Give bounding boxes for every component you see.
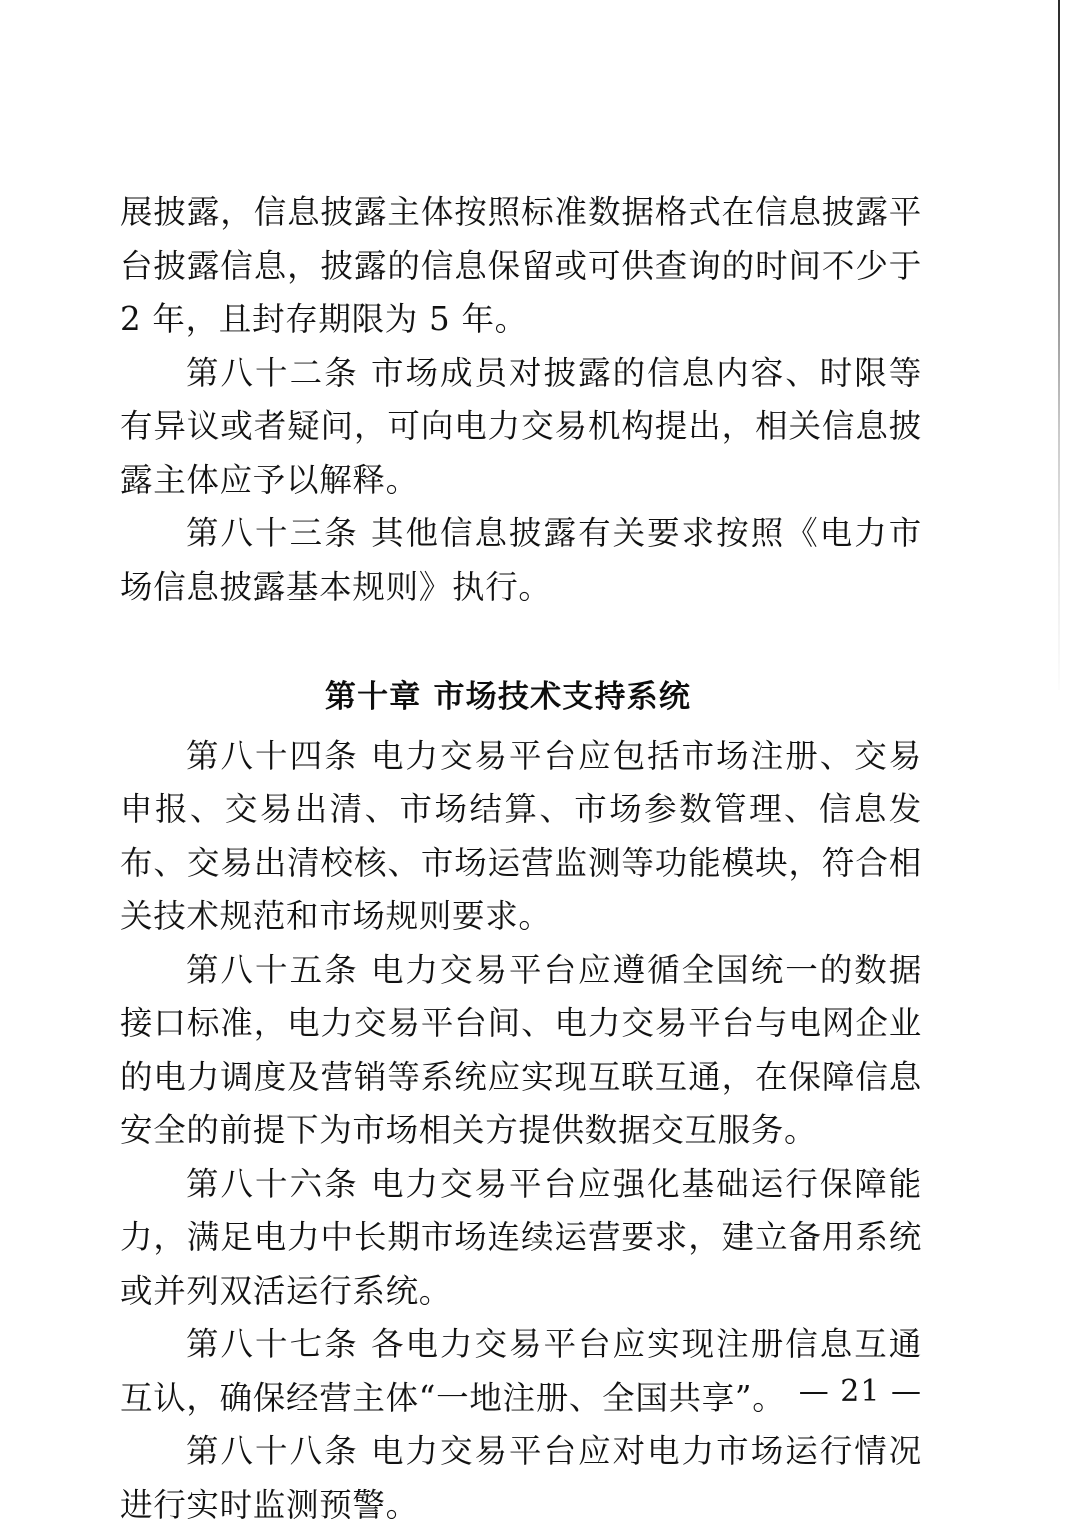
page-number: — 21 — <box>798 1374 922 1409</box>
page-text-column <box>120 186 922 1528</box>
paragraph-article-82: 第八十二条 市场成员对披露的信息内容、时限等有异议或者疑问，可向电力交易机构提出，相关信息披露主体应予以解释。 <box>120 353 922 499</box>
paragraph-article-83: 第八十三条 其他信息披露有关要求按照《电力市场信息披露基本规则》执行。 <box>120 514 922 606</box>
paragraph-article-86: 第八十六条 电力交易平台应强化基础运行保障能力，满足电力中长期市场连续运营要求，建立备用系统或并列双活运行系统。 <box>120 1164 922 1310</box>
chapter-heading: 第十章 市场技术支持系统 <box>324 679 692 715</box>
paragraph-article-85: 第八十五条 电力交易平台应遵循全国统一的数据接口标准，电力交易平台间、电力交易平台与电网企业的电力调度及营销等系统应实现互联互通，在保障信息安全的前提下为市场相关方提供数据交互服务。 <box>120 950 922 1149</box>
paragraph-article-84: 第八十四条 电力交易平台应包括市场注册、交易申报、交易出清、市场结算、市场参数管理、信息发布、交易出清校核、市场运营监测等功能模块，符合相关技术规范和市场规则要求。 <box>120 736 922 935</box>
scan-edge-artifact <box>1058 0 1060 690</box>
paragraph-article-88: 第八十八条 电力交易平台应对电力市场运行情况进行实时监测预警。 <box>120 1432 922 1524</box>
paragraph-continued-article-81: 展披露，信息披露主体按照标准数据格式在信息披露平台披露信息，披露的信息保留或可供查询的时间不少于 2 年，且封存期限为 5 年。 <box>120 193 922 338</box>
paragraph-article-87: 第八十七条 各电力交易平台应实现注册信息互通互认，确保经营主体“一地注册、全国共享”。 <box>120 1325 922 1417</box>
chapter-heading-spacer-top <box>120 614 922 671</box>
